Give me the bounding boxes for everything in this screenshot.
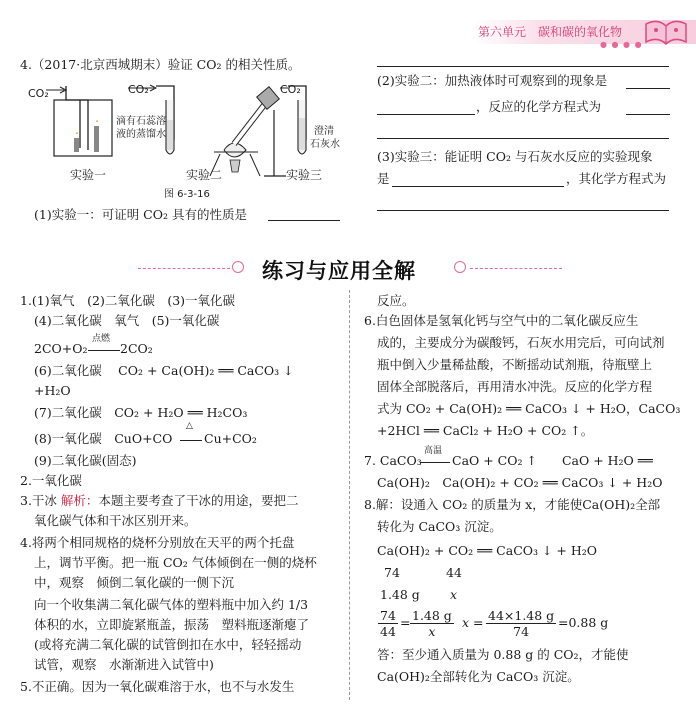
q4-sub3-blank-b[interactable] (377, 210, 669, 211)
a8-line2: 转化为 CaCO₃ 沉淀。 (377, 519, 502, 534)
a8-mw-1: 74 (384, 565, 400, 580)
a8-answer-line2: Ca(OH)₂全部转化为 CaCO₃ 沉淀。 (377, 669, 580, 684)
a3-label: 解析： (60, 493, 99, 508)
a1-line4: (6)二氧化碳 CO₂ + Ca(OH)₂ ══ CaCO₃ ↓ (34, 363, 294, 378)
fig-co2-label-3: CO₂ (280, 83, 301, 96)
a8-result: =0.88 g (558, 615, 609, 630)
a1-line7-condition: △ (186, 421, 193, 431)
a3-line2: 氧化碳气体和干冰区别开来。 (34, 513, 197, 528)
q4-sub3-line2-b: ，其化学方程式为 (566, 171, 667, 186)
fig-co2-label-1: CO₂ (28, 87, 49, 100)
a7-line1-arrow (420, 462, 450, 463)
a4-line7: 试管，观察 水渐渐进入试管中) (34, 657, 214, 672)
a8-mw-2: 44 (446, 565, 462, 580)
title-deco-right (470, 268, 562, 269)
a1-line1: 1.(1)氧气 (2)二氧化碳 (3)一氧化碳 (20, 293, 236, 308)
figure-caption: 图 6-3-16 (164, 189, 210, 200)
unit-title: 第六单元 碳和碳的氧化物 (478, 25, 623, 39)
fig-exp2-label: 实验二 (186, 168, 223, 182)
fig-exp1-label: 实验一 (70, 168, 107, 182)
a3-text: 本题主要考查了干冰的用途，要把二 (98, 493, 299, 508)
a2: 2.一氧化碳 (20, 473, 82, 488)
q4-sub3-line1: (3)实验三：能证明 CO₂ 与石灰水反应的实验现象 (377, 149, 653, 164)
a6-line2: 成的，主要成分为碳酸钙，石灰水用完后，可向试剂 (377, 335, 665, 350)
title-deco-left (138, 268, 230, 269)
a8-frac1-num: 74 (380, 608, 396, 623)
a8-frac1-den: 44 (380, 624, 396, 639)
a3-line1 (20, 492, 298, 510)
a8-frac1 (378, 608, 398, 639)
a6-line6: +2HCl ══ CaCl₂ + H₂O + CO₂ ↑。 (377, 423, 594, 438)
q4-blank-top[interactable] (377, 66, 669, 67)
title-deco-dot-right (454, 261, 466, 273)
a8-mass-2: x (450, 587, 458, 602)
a8-mass-1: 1.48 g (380, 587, 420, 602)
a8-line1: 8.解：设通入 CO₂ 的质量为 x，才能使Ca(OH)₂全部 (364, 497, 661, 512)
a8-frac3-num: 44×1.48 g (488, 608, 555, 623)
q4-sub2-blank-a[interactable] (626, 88, 670, 89)
a4-line1: 4.将两个相同规格的烧杯分别放在天平的两个托盘 (20, 535, 295, 550)
a5-cont: 反应。 (377, 293, 415, 308)
fig-limewater-label-1: 澄清 (314, 126, 334, 137)
a8-equation: Ca(OH)₂ + CO₂ ══ CaCO₃ ↓ + H₂O (377, 543, 598, 558)
a1-line3-left: 2CO+O₂ (34, 341, 88, 356)
fig-litmus-label-2: 液的蒸馏水 (116, 129, 166, 140)
a1-line7-arrow (180, 440, 202, 441)
a4-line4: 向一个收集满二氧化碳气体的塑料瓶中加入约 1/3 (34, 597, 309, 612)
a1-line3-condition: 点燃 (92, 334, 111, 344)
a7-line1-mid: CaO + CO₂ ↑ CaO + H₂O ══ (452, 453, 653, 468)
a8-frac2-num: 1.48 g (412, 608, 452, 623)
a8-frac2-den: x (428, 624, 436, 639)
a5: 5.不正确。因为一氧化碳难溶于水，也不与水发生 (20, 679, 295, 694)
a6-line3: 瓶中倒入少量稀盐酸，不断摇动试剂瓶，待瓶壁上 (377, 357, 653, 372)
a7-line1-left: 7. CaCO₃ (364, 453, 422, 468)
q4-sub2-blank-b[interactable] (377, 114, 475, 115)
section-title: 练习与应用全解 (262, 259, 416, 283)
title-deco-dot-left (232, 261, 244, 273)
a8-frac3 (486, 608, 556, 639)
q4-sub1: (1)实验一：可证明 CO₂ 具有的性质是 (34, 207, 247, 222)
a4-line3: 中，观察 倾倒二氧化碳的一侧下沉 (34, 575, 235, 590)
a1-line2: (4)二氧化碳 氧气 (5)一氧化碳 (34, 313, 220, 328)
a1-line3-arrow (88, 350, 120, 351)
column-divider (349, 290, 350, 700)
a7-line2: Ca(OH)₂ Ca(OH)₂ + CO₂ ══ CaCO₃ ↓ + H₂O (377, 475, 663, 490)
a6-line1: 6.白色固体是氢氧化钙与空气中的二氧化碳反应生 (364, 313, 639, 328)
fig-co2-label-2: CO₂ (128, 83, 149, 96)
q4-sub3-line2-a: 是 (377, 171, 390, 186)
a1-line3-right: 2CO₂ (120, 341, 153, 356)
book-icon (640, 14, 692, 48)
a4-line2: 上，调节平衡。把一瓶 CO₂ 气体倾倒在一侧的烧杯 (34, 555, 317, 570)
q4-sub2-blank-c[interactable] (626, 114, 670, 115)
a8-answer-line1: 答：至少通入质量为 0.88 g 的 CO₂，才能使 (377, 647, 629, 662)
q4-sub2-blank-d[interactable] (377, 138, 669, 139)
a1-line7-right: Cu+CO₂ (204, 431, 257, 446)
q4-sub1-blank[interactable] (268, 220, 340, 221)
a8-frac3-den: 74 (513, 624, 530, 639)
a3-prefix: 3.干冰 (20, 493, 57, 508)
a1-line7-left: (8)一氧化碳 CuO+CO (34, 431, 173, 446)
a6-line4: 固体全部脱落后，再用清水冲洗。反应的化学方程 (377, 379, 653, 394)
a6-line5: 式为 CO₂ + Ca(OH)₂ ══ CaCO₃ ↓ + H₂O，CaCO₃ (377, 401, 681, 416)
a8-frac2 (410, 608, 454, 639)
q4-sub2-line2: ，反应的化学方程式为 (476, 99, 602, 114)
a4-line5: 体积的水，立即旋紧瓶盖，振荡 塑料瓶逐渐瘪了 (34, 617, 310, 632)
fig-limewater-label-2: 石灰水 (310, 139, 340, 150)
q4-stem: 4.（2017·北京西城期末）验证 CO₂ 的相关性质。 (20, 57, 301, 72)
fig-exp3-label: 实验三 (286, 168, 323, 182)
a1-line6: (7)二氧化碳 CO₂ + H₂O ══ H₂CO₃ (34, 405, 248, 420)
a7-line1-condition: 高温 (424, 446, 443, 456)
q4-sub3-blank-a[interactable] (392, 186, 564, 187)
a1-line5: +H₂O (34, 383, 71, 398)
a4-line6: (或将充满二氧化碳的试管倒扣在水中，轻轻摇动 (34, 637, 302, 652)
header-dots: ● ● ● ● (600, 40, 643, 49)
q4-sub2-line1: (2)实验二：加热液体时可观察到的现象是 (377, 73, 608, 88)
a8-x-eq: x = (462, 615, 484, 630)
a1-line8: (9)二氧化碳(固态) (34, 453, 137, 468)
a8-eq-sign-1: = (400, 615, 411, 630)
fig-litmus-label-1: 滴有石蕊溶 (116, 116, 166, 127)
